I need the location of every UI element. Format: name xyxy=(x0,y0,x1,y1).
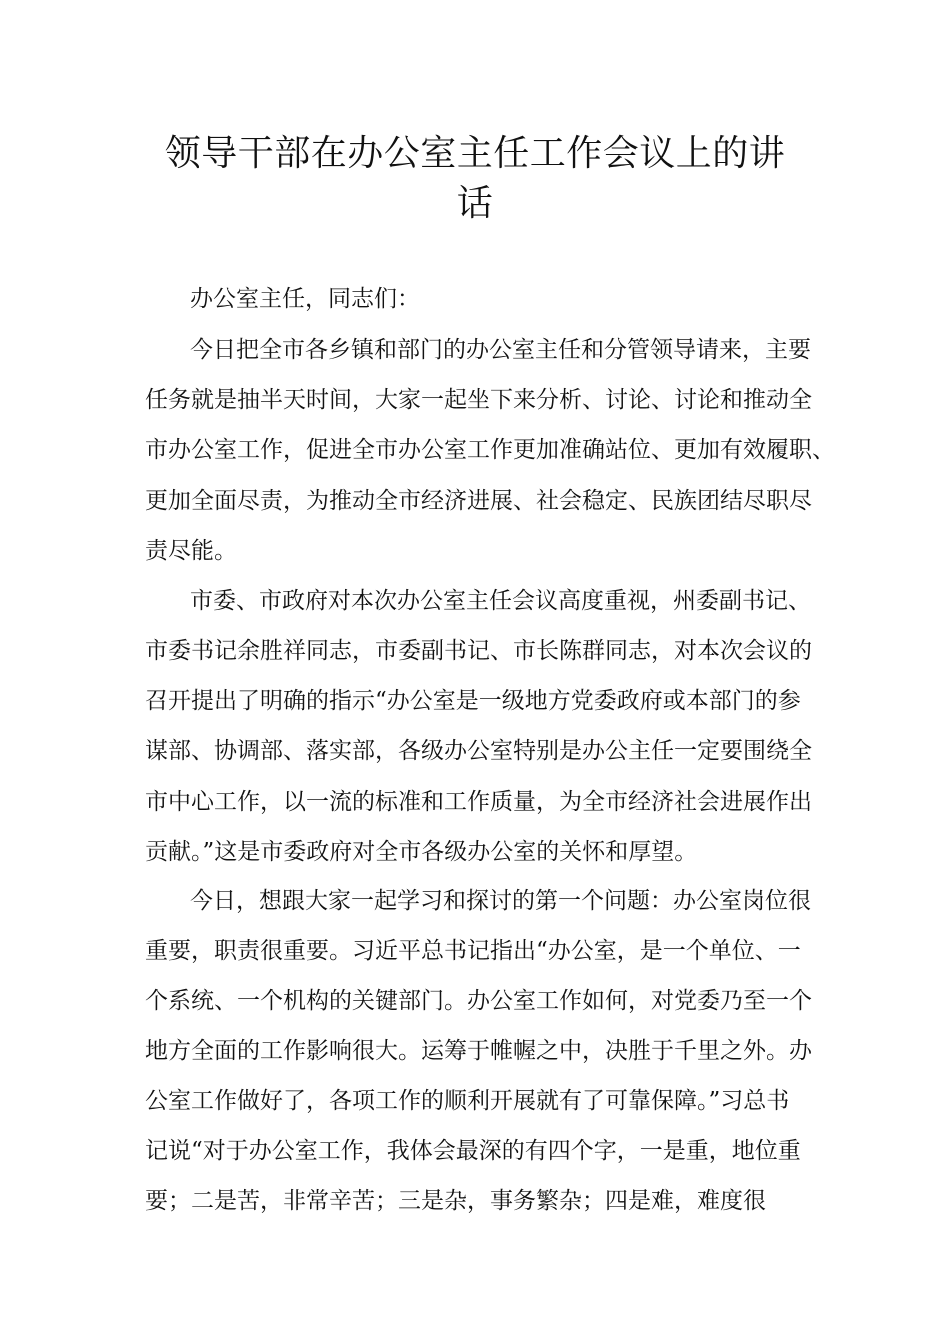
paragraph-2-line-3: 召开提出了明确的指示“办公室是一级地方党委政府或本部门的参 xyxy=(145,688,801,714)
paragraph-1-line-1: 今日把全市各乡镇和部门的办公室主任和分管领导请来，主要 xyxy=(190,337,811,363)
paragraph-3-line-7: 要；二是苦，非常辛苦；三是杂，事务繁杂；四是难，难度很 xyxy=(145,1188,766,1214)
paragraph-2-line-2: 市委书记余胜祥同志，市委副书记、市长陈群同志，对本次会议的 xyxy=(145,638,812,664)
salutation-line: 办公室主任，同志们： xyxy=(190,286,420,312)
paragraph-3-line-3: 个系统、一个机构的关键部门。办公室工作如何，对党委乃至一个 xyxy=(145,988,812,1014)
paragraph-2-line-6: 贡献。”这是市委政府对全市各级办公室的关怀和厚望。 xyxy=(145,839,698,865)
paragraph-1-line-3: 市办公室工作，促进全市办公室工作更加准确站位、更加有效履职、 xyxy=(145,437,835,463)
paragraph-3-line-4: 地方全面的工作影响很大。运筹于帷幄之中，决胜于千里之外。办 xyxy=(145,1038,812,1064)
paragraph-1-line-5: 责尽能。 xyxy=(145,538,237,564)
paragraph-3-line-1: 今日，想跟大家一起学习和探讨的第一个问题：办公室岗位很 xyxy=(190,888,811,914)
paragraph-3-line-5: 公室工作做好了，各项工作的顺利开展就有了可靠保障。”习总书 xyxy=(145,1088,790,1114)
paragraph-1-line-4: 更加全面尽责，为推动全市经济进展、社会稳定、民族团结尽职尽 xyxy=(145,488,812,514)
paragraph-1-line-2: 任务就是抽半天时间，大家一起坐下来分析、讨论、讨论和推动全 xyxy=(145,387,812,413)
paragraph-2-line-4: 谋部、协调部、落实部，各级办公室特别是办公主任一定要围绕全 xyxy=(145,738,812,764)
paragraph-3-line-6: 记说“对于办公室工作，我体会最深的有四个字，一是重，地位重 xyxy=(145,1138,801,1164)
document-title-line-2: 话 xyxy=(456,183,494,224)
document-title-line-1: 领导干部在办公室主任工作会议上的讲 xyxy=(164,133,786,174)
paragraph-2-line-1: 市委、市政府对本次办公室主任会议高度重视，州委副书记、 xyxy=(190,588,811,614)
paragraph-3-line-2: 重要，职责很重要。习近平总书记指出“办公室，是一个单位、一 xyxy=(145,938,801,964)
paragraph-2-line-5: 市中心工作，以一流的标准和工作质量，为全市经济社会进展作出 xyxy=(145,789,812,815)
